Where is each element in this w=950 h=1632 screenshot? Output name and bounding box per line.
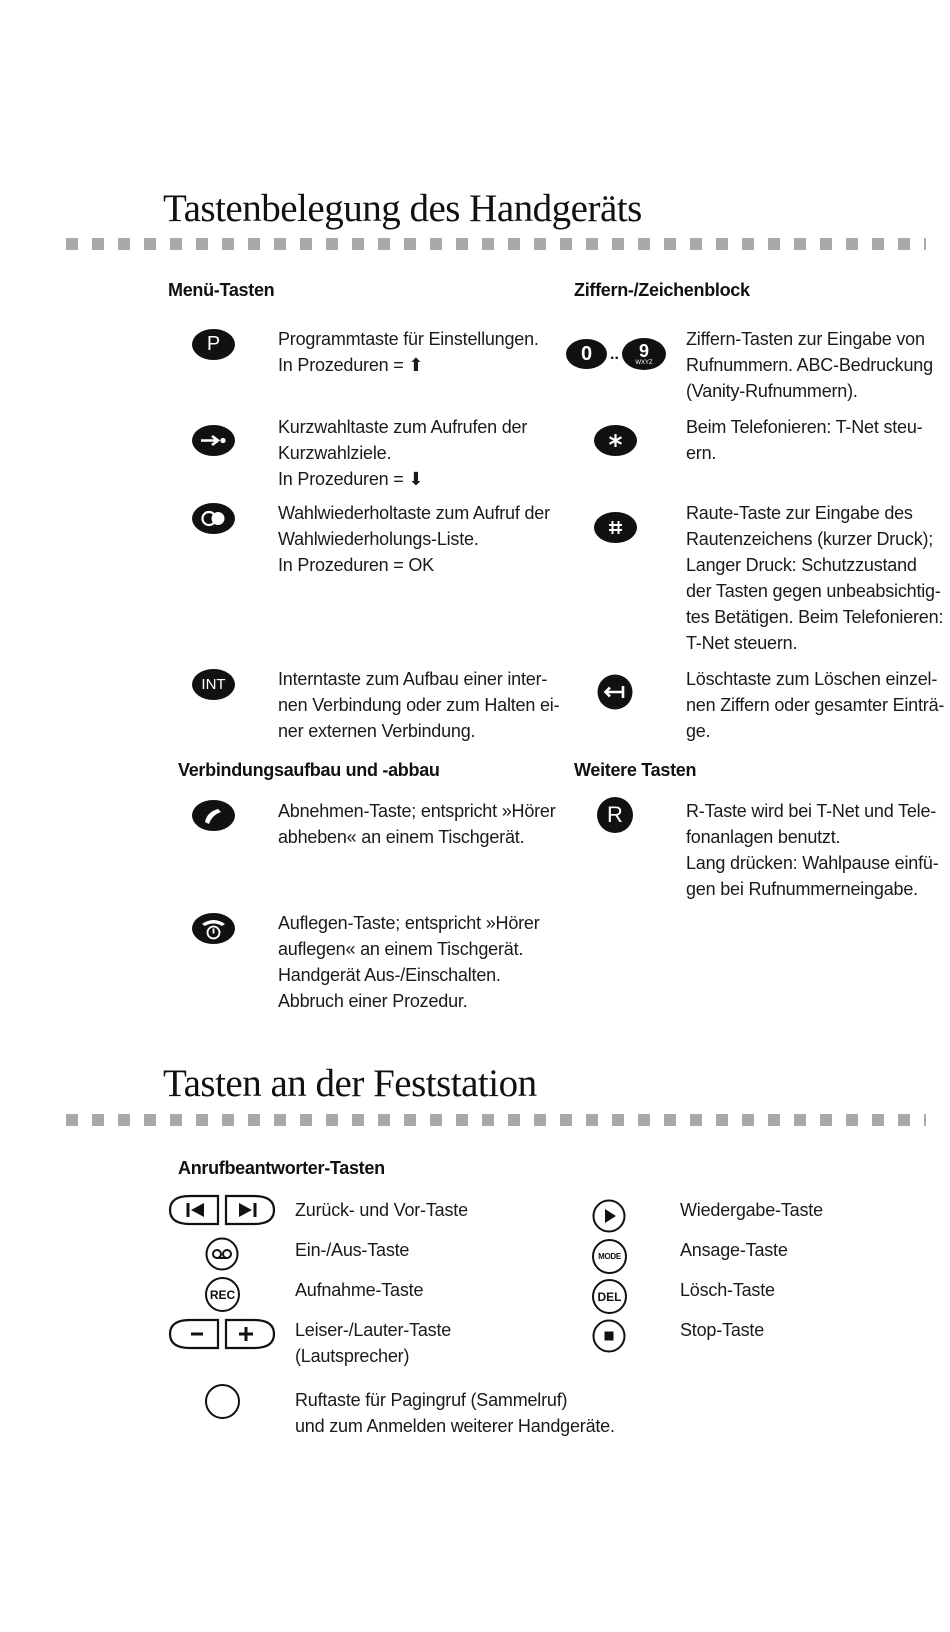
- desc-line: Leiser-/Lauter-Taste: [295, 1320, 452, 1340]
- desc-line: Löschtaste zum Löschen einzel-: [686, 669, 938, 689]
- volume-minus-plus-icon: [168, 1317, 276, 1351]
- off-hook-icon: [192, 800, 235, 831]
- connection-item-2: [278, 910, 540, 1014]
- rec-label: REC: [209, 1287, 236, 1302]
- desc-line: Lösch-Taste: [680, 1280, 775, 1300]
- stop-icon: [592, 1319, 626, 1353]
- digit-item-4: [686, 666, 944, 744]
- desc-line: nen Ziffern oder gesamter Einträ-: [686, 695, 945, 715]
- desc-line: T-Net steuern.: [686, 633, 798, 653]
- section-title-handset: Tastenbelegung des Handgeräts: [163, 187, 642, 230]
- left-item-2: [295, 1237, 409, 1263]
- digit-item-3: [686, 500, 943, 656]
- desc-line: Ruftaste für Pagingruf (Sammelruf): [295, 1390, 568, 1410]
- redial-icon: [192, 503, 235, 534]
- onoff-tape-icon: [205, 1237, 239, 1271]
- desc-line: Beim Telefonieren: T-Net steu-: [686, 417, 923, 437]
- section-title-base-station: Tasten an der Feststation: [163, 1062, 537, 1105]
- left-item-1: [295, 1197, 468, 1223]
- desc-line: Interntaste zum Aufbau einer inter-: [278, 669, 548, 689]
- desc-line: In Prozeduren = ⬇: [278, 469, 424, 489]
- desc-line: Auflegen-Taste; entspricht »Hörer: [278, 913, 540, 933]
- desc-line: ner externen Verbindung.: [278, 721, 476, 741]
- desc-line: Aufnahme-Taste: [295, 1280, 424, 1300]
- digit-9-letters: WXYZ: [635, 360, 653, 366]
- paging-key-icon: [205, 1384, 240, 1419]
- desc-line: abheben« an einem Tischgerät.: [278, 827, 525, 847]
- desc-line: Zurück- und Vor-Taste: [295, 1200, 468, 1220]
- desc-line: Stop-Taste: [680, 1320, 765, 1340]
- mode-label: MODE: [598, 1252, 621, 1261]
- desc-line: Abbruch einer Prozedur.: [278, 991, 468, 1011]
- desc-line: R-Taste wird bei T-Net und Tele-: [686, 801, 937, 821]
- digit-9-key-icon: [622, 338, 666, 370]
- right-item-1: [680, 1197, 823, 1223]
- desc-line: Abnehmen-Taste; entspricht »Hörer: [278, 801, 556, 821]
- on-hook-power-icon: [192, 913, 235, 944]
- digit-9-label: 9: [638, 341, 649, 361]
- desc-line: tes Betätigen. Beim Telefonieren:: [686, 607, 944, 627]
- desc-line: auflegen« an einem Tischgerät.: [278, 939, 524, 959]
- desc-line: In Prozeduren = ⬆: [278, 355, 424, 375]
- desc-line: fonanlagen benutzt.: [686, 827, 841, 847]
- hash-key-icon: [594, 512, 637, 543]
- desc-line: (Lautsprecher): [295, 1346, 410, 1366]
- menu-item-1: [278, 326, 539, 378]
- desc-line: gen bei Rufnummerneingabe.: [686, 879, 918, 899]
- left-item-5: [295, 1387, 615, 1439]
- speed-dial-icon: [192, 425, 235, 456]
- skip-back-forward-icon: [168, 1193, 276, 1227]
- del-label: DEL: [597, 1289, 622, 1304]
- desc-line: ge.: [686, 721, 711, 741]
- desc-line: Ein-/Aus-Taste: [295, 1240, 410, 1260]
- desc-line: Kurzwahltaste zum Aufrufen der: [278, 417, 528, 437]
- right-item-4: [680, 1317, 764, 1343]
- digit-item-1: [686, 326, 933, 404]
- desc-line: Rufnummern. ABC-Bedruckung: [686, 355, 933, 375]
- delete-key-icon: [597, 674, 633, 710]
- desc-line: Programmtaste für Einstellungen.: [278, 329, 539, 349]
- star-key-icon: [594, 425, 637, 456]
- mode-key-icon: [592, 1239, 627, 1274]
- connection-item-1: [278, 798, 556, 850]
- heading-further-keys: Weitere Tasten: [574, 760, 697, 780]
- heading-menu-keys: Menü-Tasten: [168, 280, 275, 300]
- desc-line: (Vanity-Rufnummern).: [686, 381, 858, 401]
- int-key-icon: INT: [192, 669, 235, 700]
- dotted-divider: [66, 238, 926, 250]
- digit-ellipsis: ..: [610, 346, 619, 363]
- desc-line: Raute-Taste zur Eingabe des: [686, 503, 913, 523]
- heading-answering-machine: Anrufbeantworter-Tasten: [178, 1158, 385, 1178]
- right-item-2: [680, 1237, 788, 1263]
- further-item-1: [686, 798, 939, 902]
- r-key-icon: R: [597, 797, 633, 833]
- desc-line: und zum Anmelden weiterer Handgeräte.: [295, 1416, 615, 1436]
- right-item-3: [680, 1277, 775, 1303]
- digit-item-2: [686, 414, 922, 466]
- desc-line: Rautenzeichens (kurzer Druck);: [686, 529, 934, 549]
- desc-line: Lang drücken: Wahlpause einfü-: [686, 853, 939, 873]
- play-icon: [592, 1199, 626, 1233]
- desc-line: Kurzwahlziele.: [278, 443, 392, 463]
- desc-line: Handgerät Aus-/Einschalten.: [278, 965, 501, 985]
- menu-item-2: [278, 414, 527, 492]
- left-item-3: [295, 1277, 423, 1303]
- rec-key-icon: [205, 1277, 240, 1312]
- heading-connection: Verbindungsaufbau und -abbau: [178, 760, 440, 780]
- digit-0-key-icon: 0: [566, 339, 607, 369]
- heading-digit-block: Ziffern-/Zeichenblock: [574, 280, 750, 300]
- desc-line: Ziffern-Tasten zur Eingabe von: [686, 329, 925, 349]
- del-key-icon: [592, 1279, 627, 1314]
- desc-line: der Tasten gegen unbeabsichtig-: [686, 581, 941, 601]
- desc-line: Wahlwiederholungs-Liste.: [278, 529, 479, 549]
- desc-line: nen Verbindung oder zum Halten ei-: [278, 695, 560, 715]
- desc-line: ern.: [686, 443, 717, 463]
- desc-line: Langer Druck: Schutzzustand: [686, 555, 917, 575]
- left-item-4: [295, 1317, 451, 1369]
- dotted-divider: [66, 1114, 926, 1126]
- desc-line: Wahlwiederholtaste zum Aufruf der: [278, 503, 550, 523]
- p-key-icon: P: [192, 329, 235, 360]
- desc-line: Wiedergabe-Taste: [680, 1200, 823, 1220]
- desc-line: Ansage-Taste: [680, 1240, 788, 1260]
- menu-item-4: [278, 666, 559, 744]
- menu-item-3: [278, 500, 550, 578]
- desc-line: In Prozeduren = OK: [278, 555, 434, 575]
